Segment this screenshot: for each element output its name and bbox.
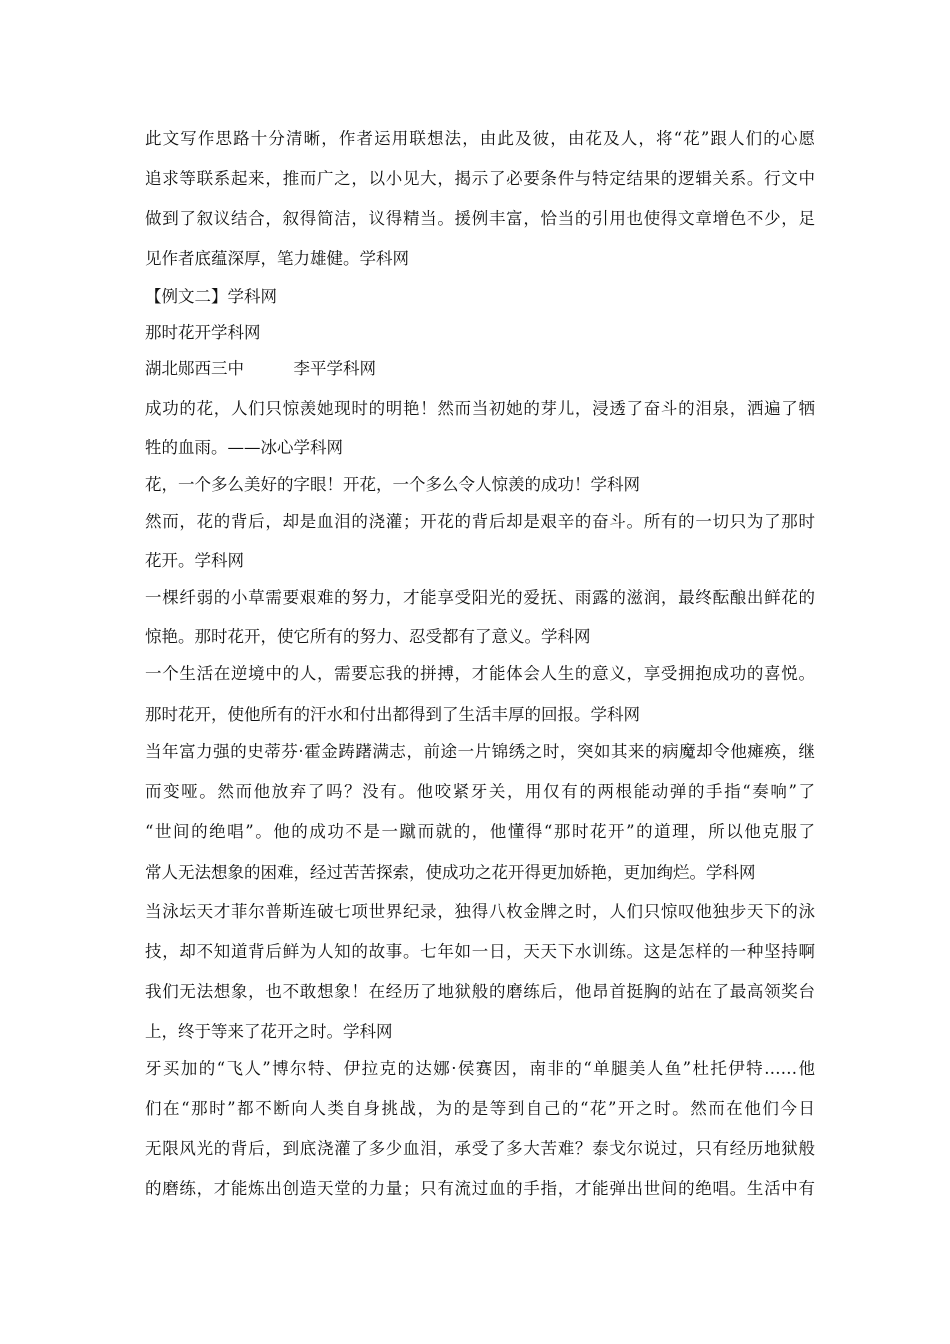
essay-title: 那时花开学科网 — [145, 323, 261, 342]
body-line: 技，却不知道背后鲜为人知的故事。七年如一日，天天下水训练。这是怎样的一种坚持啊 — [145, 942, 815, 961]
body-line: 花开。学科网 — [145, 551, 244, 570]
body-line: 一个生活在逆境中的人，需要忘我的拼搏，才能体会人生的意义，享受拥抱成功的喜悦。 — [145, 664, 815, 683]
body-line: 那时花开，使他所有的汗水和付出都得到了生活丰厚的回报。学科网 — [145, 705, 640, 724]
body-line: 一棵纤弱的小草需要艰难的努力，才能享受阳光的爱抚、雨露的滋润，最终酝酿出鲜花的 — [145, 588, 815, 607]
author-line: 湖北郧西三中 李平学科网 — [145, 359, 376, 378]
body-line: 当年富力强的史蒂芬·霍金踌躇满志，前途一片锦绣之时，突如其来的病魔却令他瘫痪，继 — [145, 742, 815, 761]
body-line: 而变哑。然而他放弃了吗？没有。他咬紧牙关，用仅有的两根能动弹的手指“奏响”了 — [145, 782, 815, 801]
body-line: 然而，花的背后，却是血泪的浇灌；开花的背后却是艰辛的奋斗。所有的一切只为了那时 — [145, 512, 815, 531]
body-line: 的磨练，才能炼出创造天堂的力量；只有流过血的手指，才能弹出世间的绝唱。生活中有 — [145, 1179, 815, 1198]
commentary-line: 见作者底蕴深厚，笔力雄健。学科网 — [145, 249, 409, 268]
commentary-line: 做到了叙议结合，叙得简洁，议得精当。援例丰富，恰当的引用也使得文章增色不少，足 — [145, 209, 815, 228]
body-line: “世间的绝唱”。他的成功不是一蹴而就的，他懂得“那时花开”的道理，所以他克服了 — [145, 822, 815, 841]
body-line: 我们无法想象，也不敢想象！在经历了地狱般的磨练后，他昂首挺胸的站在了最高领奖台 — [145, 982, 815, 1001]
commentary-line: 此文写作思路十分清晰，作者运用联想法，由此及彼，由花及人，将“花”跟人们的心愿 — [145, 129, 815, 148]
body-line: 们在“那时”都不断向人类自身挑战，为的是等到自己的“花”开之时。然而在他们今日 — [145, 1099, 815, 1118]
body-line: 花，一个多么美好的字眼！开花，一个多么令人惊羡的成功！学科网 — [145, 475, 640, 494]
body-line: 常人无法想象的困难，经过苦苦探索，使成功之花开得更加娇艳，更加绚烂。学科网 — [145, 863, 756, 882]
body-line: 当泳坛天才菲尔普斯连破七项世界纪录，独得八枚金牌之时，人们只惊叹他独步天下的泳 — [145, 902, 815, 921]
example-label: 【例文二】学科网 — [145, 287, 277, 306]
body-line: 无限风光的背后，到底浇灌了多少血泪，承受了多大苦难？泰戈尔说过，只有经历地狱般 — [145, 1139, 815, 1158]
commentary-line: 追求等联系起来，推而广之，以小见大，揭示了必要条件与特定结果的逻辑关系。行文中 — [145, 169, 815, 188]
body-line: 惊艳。那时花开，使它所有的努力、忍受都有了意义。学科网 — [145, 627, 591, 646]
body-line: 牲的血雨。——冰心学科网 — [145, 438, 343, 457]
body-line: 牙买加的“飞人”博尔特、伊拉克的达娜·侯赛因，南非的“单腿美人鱼”杜托伊特……他 — [145, 1059, 815, 1078]
body-line: 上，终于等来了花开之时。学科网 — [145, 1022, 393, 1041]
body-line: 成功的花，人们只惊羡她现时的明艳！然而当初她的芽儿，浸透了奋斗的泪泉，洒遍了牺 — [145, 399, 815, 418]
